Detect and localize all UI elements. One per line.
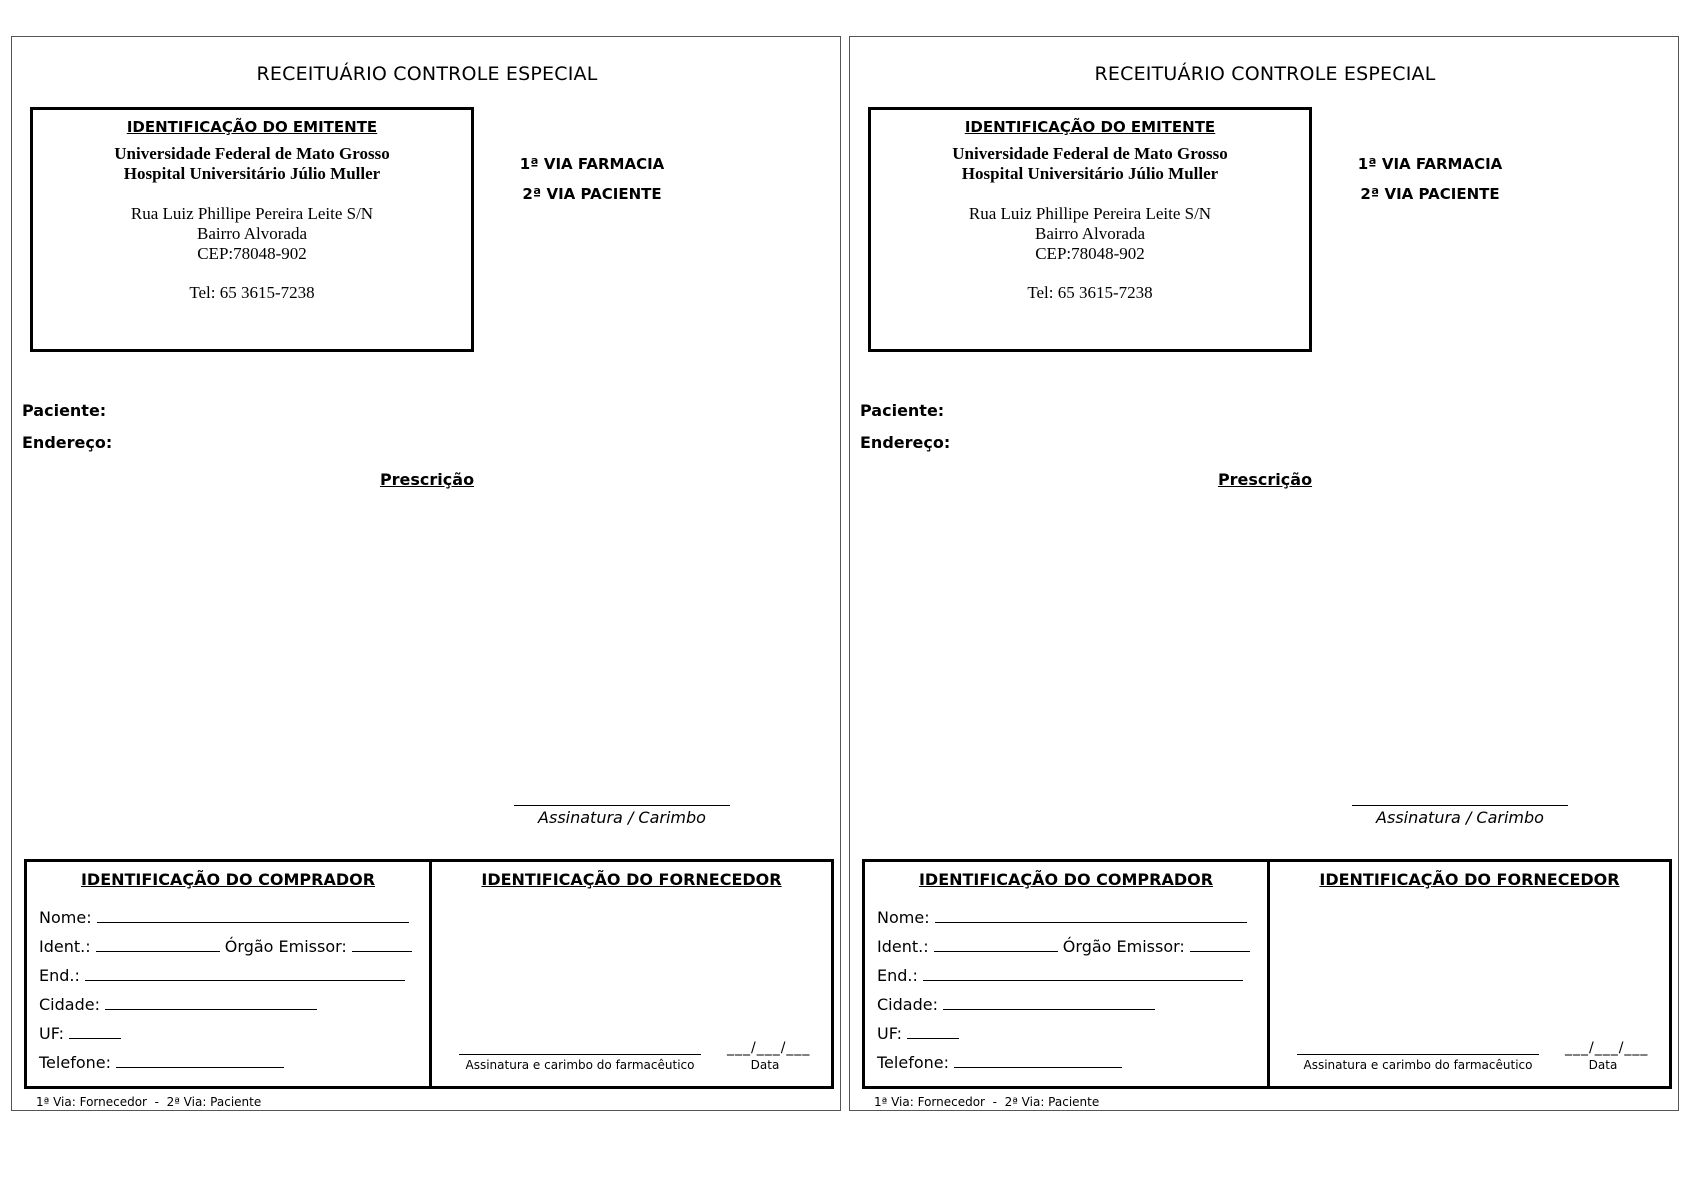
buyer-city-row xyxy=(39,995,317,1014)
buyer-address-label: End.: xyxy=(877,966,918,985)
pharmacist-signature-line xyxy=(459,1054,701,1055)
buyer-ident-row xyxy=(877,937,1250,956)
buyer-name-label: Nome: xyxy=(877,908,930,927)
patient-label: Paciente: xyxy=(22,401,107,420)
date-blank: ___/___/___ xyxy=(727,1040,811,1056)
buyer-heading: IDENTIFICAÇÃO DO COMPRADOR xyxy=(918,870,1214,889)
buyer-city-row xyxy=(877,995,1155,1014)
buyer-state-blank xyxy=(69,1024,121,1039)
via-farmacia: 1ª VIA FARMACIA xyxy=(1357,155,1503,173)
buyer-phone-row xyxy=(39,1053,284,1072)
emitter-cep: CEP:78048-902 xyxy=(197,244,307,263)
buyer-name-blank xyxy=(935,908,1247,923)
via-paciente: 2ª VIA PACIENTE xyxy=(1360,185,1500,203)
buyer-phone-row xyxy=(877,1053,1122,1072)
form-title: RECEITUÁRIO CONTROLE ESPECIAL xyxy=(256,63,598,85)
address-label: Endereço: xyxy=(860,433,951,452)
date-blank: ___/___/___ xyxy=(1565,1040,1649,1056)
buyer-phone-label: Telefone: xyxy=(39,1053,111,1072)
emitter-hospital: Hospital Universitário Júlio Muller xyxy=(123,164,381,183)
box-divider xyxy=(1267,862,1270,1086)
buyer-supplier-box xyxy=(24,859,834,1089)
buyer-name-row xyxy=(39,908,409,927)
pharmacist-signature-label: Assinatura e carimbo do farmacêutico xyxy=(1303,1058,1533,1072)
buyer-address-blank xyxy=(923,966,1243,981)
emitter-tel: Tel: 65 3615-7238 xyxy=(1027,283,1153,302)
emitter-district: Bairro Alvorada xyxy=(1035,224,1145,243)
via-paciente: 2ª VIA PACIENTE xyxy=(522,185,662,203)
signature-label: Assinatura / Carimbo xyxy=(1376,808,1544,827)
prescription-form-paciente xyxy=(849,36,1679,1111)
buyer-issuer-blank xyxy=(1190,937,1250,952)
buyer-ident-label: Ident.: xyxy=(877,937,929,956)
prescription-form-farmacia xyxy=(11,36,841,1111)
buyer-ident-blank xyxy=(934,937,1058,952)
footer-note: 1ª Via: Fornecedor - 2ª Via: Paciente xyxy=(874,1095,1100,1109)
emitter-box xyxy=(868,107,1312,352)
buyer-state-blank xyxy=(907,1024,959,1039)
buyer-state-label: UF: xyxy=(39,1024,65,1043)
address-label: Endereço: xyxy=(22,433,113,452)
signature-line xyxy=(514,805,730,806)
emitter-street: Rua Luiz Phillipe Pereira Leite S/N xyxy=(968,204,1212,223)
buyer-address-row xyxy=(39,966,405,985)
signature-label: Assinatura / Carimbo xyxy=(538,808,706,827)
prescription-heading: Prescrição xyxy=(379,470,475,489)
buyer-issuer-label: Órgão Emissor: xyxy=(224,937,347,956)
emitter-street: Rua Luiz Phillipe Pereira Leite S/N xyxy=(130,204,374,223)
buyer-name-row xyxy=(877,908,1247,927)
buyer-ident-row xyxy=(39,937,412,956)
buyer-phone-label: Telefone: xyxy=(877,1053,949,1072)
emitter-tel: Tel: 65 3615-7238 xyxy=(189,283,315,302)
via-list xyxy=(1330,149,1530,209)
emitter-heading: IDENTIFICAÇÃO DO EMITENTE xyxy=(964,118,1216,136)
buyer-city-label: Cidade: xyxy=(39,995,100,1014)
buyer-address-row xyxy=(877,966,1243,985)
signature-line xyxy=(1352,805,1568,806)
buyer-phone-blank xyxy=(116,1053,284,1068)
date-label: Data xyxy=(1588,1058,1618,1072)
buyer-address-label: End.: xyxy=(39,966,80,985)
emitter-institution: Universidade Federal de Mato Grosso xyxy=(952,144,1228,163)
supplier-heading: IDENTIFICAÇÃO DO FORNECEDOR xyxy=(481,870,782,889)
form-title: RECEITUÁRIO CONTROLE ESPECIAL xyxy=(1094,63,1436,85)
buyer-state-row xyxy=(877,1024,959,1043)
buyer-name-label: Nome: xyxy=(39,908,92,927)
emitter-district: Bairro Alvorada xyxy=(197,224,307,243)
via-farmacia: 1ª VIA FARMACIA xyxy=(519,155,665,173)
via-list xyxy=(492,149,692,209)
buyer-city-label: Cidade: xyxy=(877,995,938,1014)
pharmacist-signature-label: Assinatura e carimbo do farmacêutico xyxy=(465,1058,695,1072)
prescription-heading: Prescrição xyxy=(1217,470,1313,489)
buyer-ident-blank xyxy=(96,937,220,952)
buyer-phone-blank xyxy=(954,1053,1122,1068)
emitter-cep: CEP:78048-902 xyxy=(1035,244,1145,263)
emitter-box xyxy=(30,107,474,352)
emitter-hospital: Hospital Universitário Júlio Muller xyxy=(961,164,1219,183)
buyer-state-label: UF: xyxy=(877,1024,903,1043)
buyer-issuer-label: Órgão Emissor: xyxy=(1062,937,1185,956)
emitter-institution: Universidade Federal de Mato Grosso xyxy=(114,144,390,163)
pharmacist-signature-line xyxy=(1297,1054,1539,1055)
buyer-address-blank xyxy=(85,966,405,981)
buyer-ident-label: Ident.: xyxy=(39,937,91,956)
buyer-heading: IDENTIFICAÇÃO DO COMPRADOR xyxy=(80,870,376,889)
supplier-heading: IDENTIFICAÇÃO DO FORNECEDOR xyxy=(1319,870,1620,889)
emitter-heading: IDENTIFICAÇÃO DO EMITENTE xyxy=(126,118,378,136)
buyer-city-blank xyxy=(105,995,317,1010)
buyer-city-blank xyxy=(943,995,1155,1010)
date-label: Data xyxy=(750,1058,780,1072)
footer-note: 1ª Via: Fornecedor - 2ª Via: Paciente xyxy=(36,1095,262,1109)
box-divider xyxy=(429,862,432,1086)
buyer-supplier-box xyxy=(862,859,1672,1089)
patient-label: Paciente: xyxy=(860,401,945,420)
buyer-issuer-blank xyxy=(352,937,412,952)
buyer-state-row xyxy=(39,1024,121,1043)
buyer-name-blank xyxy=(97,908,409,923)
